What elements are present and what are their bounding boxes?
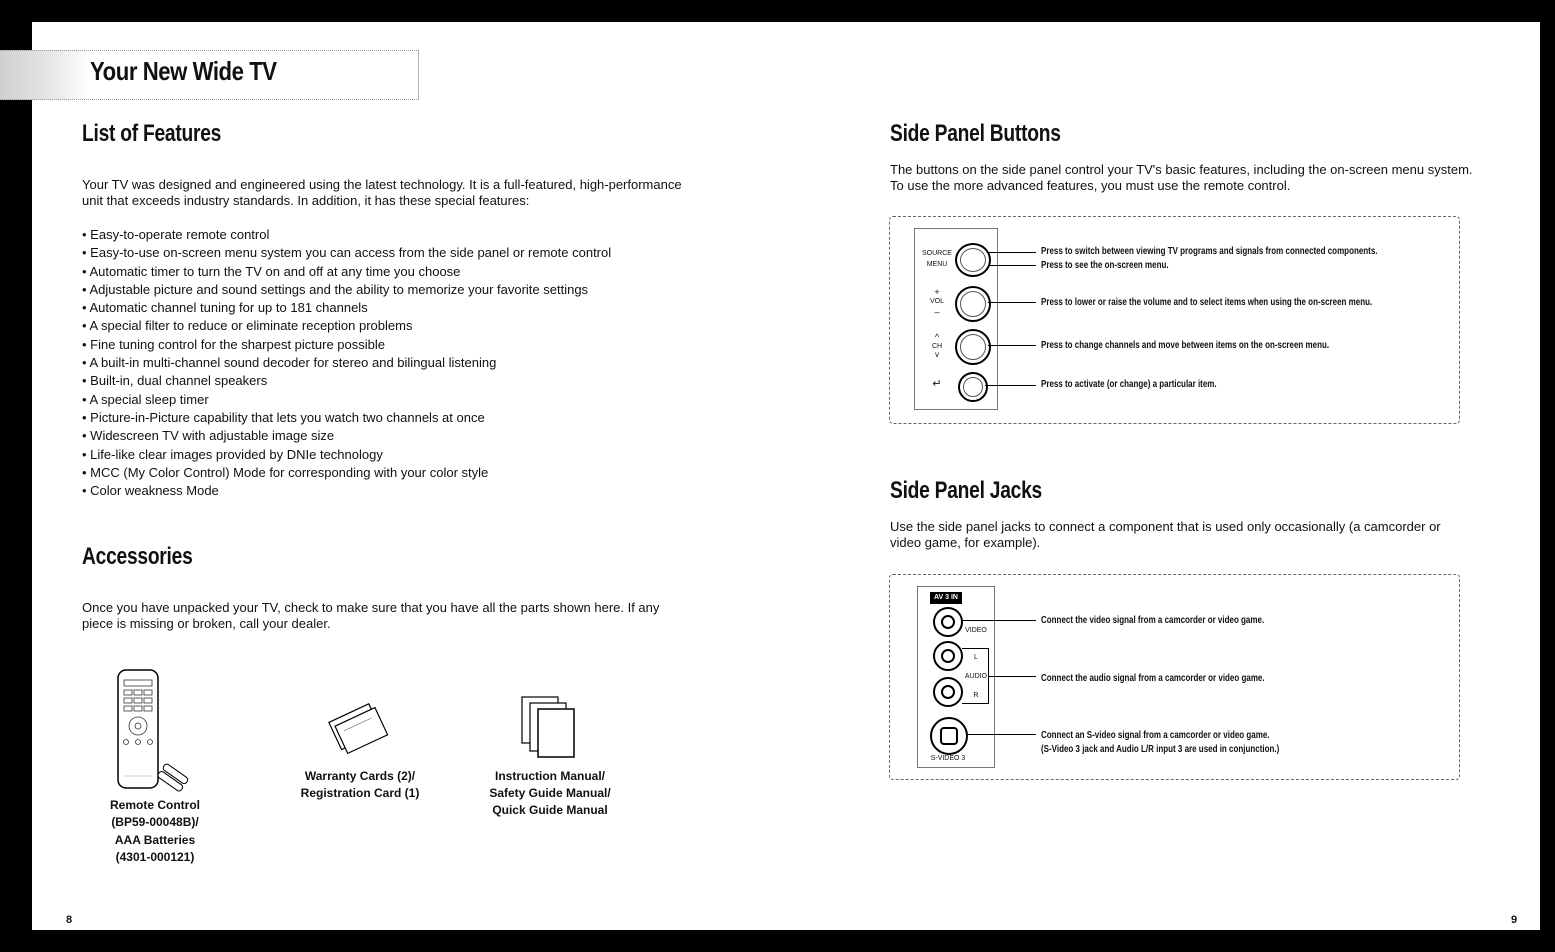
caption-line: Quick Guide Manual: [492, 803, 608, 817]
page-number-left: 8: [66, 914, 73, 926]
source-menu-button[interactable]: [955, 243, 991, 277]
warranty-cards-illustration: [325, 700, 395, 758]
page-number-right: 9: [1511, 914, 1518, 926]
features-intro-line-1: Your TV was designed and engineered using the latest technology. It is a full-featured, high-performance: [82, 177, 682, 192]
enter-icon: ↵: [932, 378, 942, 390]
volume-callout: Press to lower or raise the volume and to select items when using the on-screen menu.: [1041, 297, 1373, 308]
remote-control-illustration: [110, 668, 210, 793]
top-border: [0, 0, 1555, 22]
list-item: • A built-in multi-channel sound decoder for stereo and bilingual listening: [82, 354, 611, 372]
list-item: • Color weakness Mode: [82, 482, 611, 500]
svideo-callout: Connect an S-video signal from a camcorder or video game.: [1041, 730, 1270, 741]
list-item: • Easy-to-operate remote control: [82, 226, 611, 244]
caption-line: Safety Guide Manual/: [489, 786, 611, 800]
list-item: • Easy-to-use on-screen menu system you can access from the side panel or remote control: [82, 244, 611, 262]
volume-button[interactable]: [955, 286, 991, 322]
audio-right-jack[interactable]: [933, 677, 963, 707]
leader-line: [988, 345, 1036, 346]
features-list: [82, 226, 611, 500]
vol-plus-label: +: [934, 287, 940, 297]
channel-button[interactable]: [955, 329, 991, 365]
list-item: • Picture-in-Picture capability that lets you watch two channels at once: [82, 409, 611, 427]
source-callout: Press to switch between viewing TV programs and signals from connected components.: [1041, 246, 1378, 257]
leader-line: [961, 620, 1036, 621]
caption-line: Warranty Cards (2)/: [304, 769, 416, 783]
caption-line: AAA Batteries: [114, 833, 196, 847]
video-label: VIDEO: [965, 627, 987, 634]
caption-line: Instruction Manual/: [494, 769, 605, 783]
right-border: [1540, 0, 1555, 952]
video-callout: Connect the video signal from a camcorder or video game.: [1041, 615, 1265, 626]
audio-bracket: [962, 648, 989, 704]
menu-callout: Press to see the on-screen menu.: [1041, 260, 1169, 271]
ch-label: CH: [931, 343, 943, 350]
source-label: SOURCE: [922, 250, 952, 257]
list-item: • Automatic timer to turn the TV on and off at any time you choose: [82, 263, 611, 281]
list-item: • Life-like clear images provided by DNIe technology: [82, 446, 611, 464]
jacks-intro-line-2: video game, for example).: [890, 535, 1041, 550]
features-heading: List of Features: [82, 120, 222, 147]
list-item: • Automatic channel tuning for up to 181 channels: [82, 299, 611, 317]
list-item: • MCC (My Color Control) Mode for corresponding with your color style: [82, 464, 611, 482]
list-item: • Built-in, dual channel speakers: [82, 372, 611, 390]
caption-line: (4301-000121): [115, 850, 195, 864]
audio-label: AUDIO: [964, 673, 988, 680]
features-intro-line-2: unit that exceeds industry standards. In addition, it has these special features:: [82, 193, 530, 208]
accessories-intro-line-2: piece is missing or broken, call your dealer.: [82, 616, 331, 631]
bottom-border: [0, 930, 1555, 952]
svideo-note: (S-Video 3 jack and Audio L/R input 3 are used in conjunction.): [1041, 744, 1280, 755]
audio-l-label: L: [974, 654, 978, 661]
page-title: Your New Wide TV: [90, 56, 277, 86]
list-item: • Adjustable picture and sound settings and the ability to memorize your favorite settings: [82, 281, 611, 299]
warranty-caption: [285, 768, 435, 802]
list-item: • Widescreen TV with adjustable image size: [82, 427, 611, 445]
buttons-heading: Side Panel Buttons: [890, 120, 1061, 147]
jacks-intro-line-1: Use the side panel jacks to connect a component that is used only occasionally (a camcorder or: [890, 519, 1441, 534]
leader-line: [985, 385, 1036, 386]
list-item: • A special filter to reduce or eliminate reception problems: [82, 317, 611, 335]
left-border: [0, 0, 32, 952]
buttons-intro-line-1: The buttons on the side panel control your TV's basic features, including the on-screen menu system.: [890, 162, 1473, 177]
av3-in-badge: AV 3 IN: [930, 592, 962, 604]
list-item: • A special sleep timer: [82, 391, 611, 409]
vol-minus-label: –: [934, 307, 940, 317]
video-jack[interactable]: [933, 607, 963, 637]
list-item: • Fine tuning control for the sharpest picture possible: [82, 336, 611, 354]
leader-line: [988, 676, 1036, 677]
vol-label: VOL: [929, 298, 944, 305]
caption-line: Remote Control: [110, 798, 200, 812]
leader-line: [988, 302, 1036, 303]
menu-label: MENU: [926, 261, 948, 268]
remote-caption: [85, 797, 225, 866]
manuals-illustration: [518, 693, 583, 763]
enter-callout: Press to activate (or change) a particular item.: [1041, 379, 1217, 390]
leader-line: [988, 252, 1036, 253]
audio-r-label: R: [973, 692, 979, 699]
leader-line: [988, 265, 1036, 266]
svideo-label: S-VIDEO 3: [930, 755, 966, 762]
audio-callout: Connect the audio signal from a camcorder or video game.: [1041, 673, 1265, 684]
jacks-heading: Side Panel Jacks: [890, 477, 1042, 504]
manual-caption: [470, 768, 630, 819]
accessories-intro-line-1: Once you have unpacked your TV, check to make sure that you have all the parts shown here. If any: [82, 600, 660, 615]
channel-callout: Press to change channels and move between items on the on-screen menu.: [1041, 340, 1330, 351]
ch-up-label: ^: [934, 332, 940, 342]
accessories-heading: Accessories: [82, 543, 193, 570]
caption-line: Registration Card (1): [300, 786, 420, 800]
audio-left-jack[interactable]: [933, 641, 963, 671]
ch-down-label: v: [935, 350, 939, 359]
svideo-jack[interactable]: [930, 717, 968, 755]
leader-line: [966, 734, 1036, 735]
enter-button[interactable]: [958, 372, 988, 402]
caption-line: (BP59-00048B)/: [111, 815, 199, 829]
buttons-intro-line-2: To use the more advanced features, you must use the remote control.: [890, 178, 1291, 193]
